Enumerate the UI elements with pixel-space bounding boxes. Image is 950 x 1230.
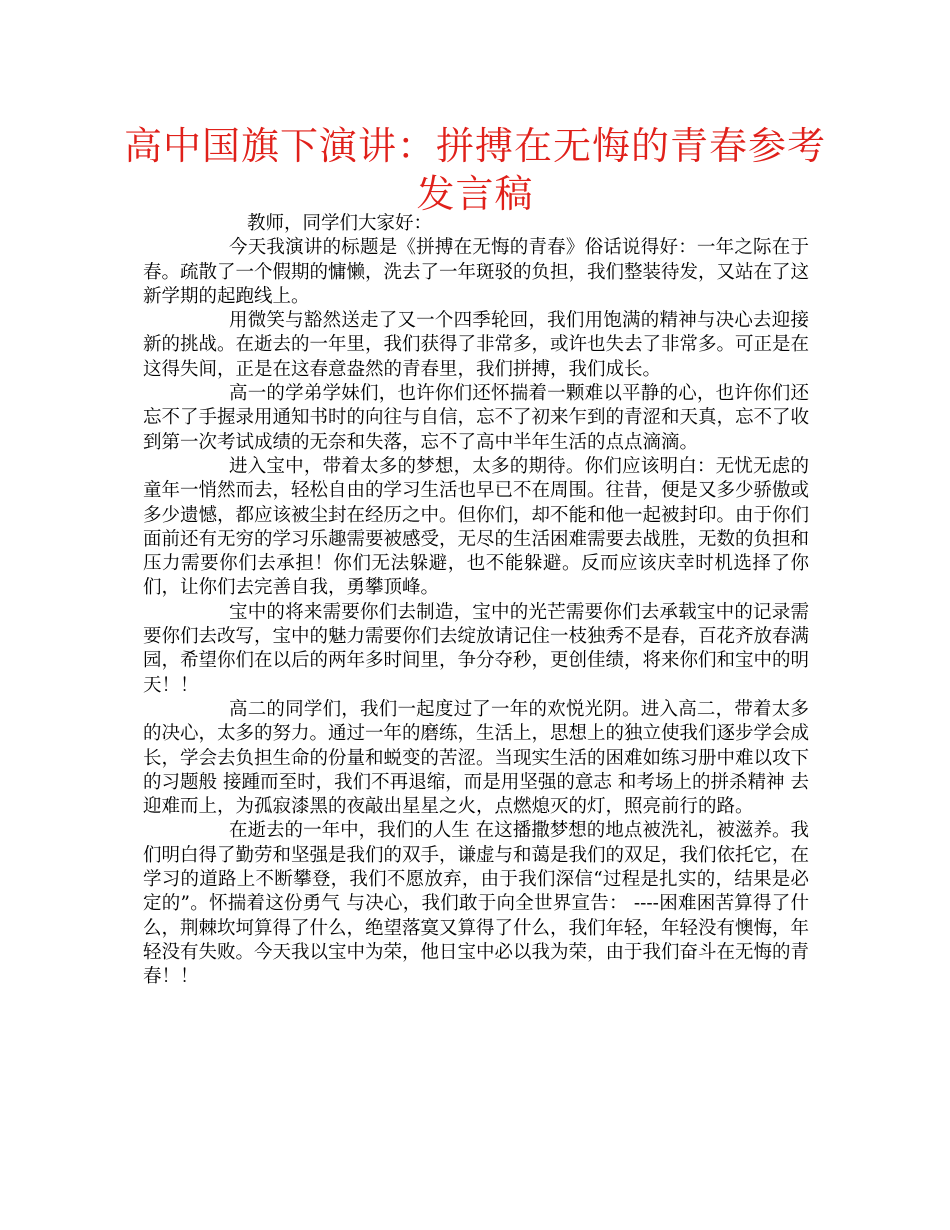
document-body: [143, 212, 809, 990]
paragraph-3: 高一的学弟学妹们，也许你们还怀揣着一颗难以平静的心，也许你们还忘不了手握录用通知书时的向往与自信，忘不了初来乍到的青涩和天真，忘不了收到第一次考试成绩的无奈和失落，忘不了高中半年生活的点点滴滴。: [143, 383, 810, 453]
document-title: 高中国旗下演讲：拼搏在无悔的青春参考发言稿: [123, 124, 826, 216]
paragraph-4: 进入宝中，带着太多的梦想，太多的期待。你们应该明白：无忧无虑的童年一悄然而去，轻松自由的学习生活也早已不在周围。往昔，便是又多少骄傲或多少遗憾，都应该被尘封在经历之中。但你们，却不能和他一起被封印。由于你们面前还有无穷的学习乐趣需要被感受，无尽的生活困难需要去战胜，无数的负担和压力需要你们去承担！你们无法躲避，也不能躲避。反而应该庆幸时机选择了你们，让你们去完善自我，勇攀顶峰。: [143, 455, 810, 599]
greeting: 教师，同学们大家好：: [247, 213, 433, 234]
paragraph-7: 在逝去的一年中，我们的人生 在这播撒梦想的地点被洗礼，被滋养。我们明白得了勤劳和坚强是我们的双手，谦虚与和蔼是我们的双足，我们依托它，在学习的道路上不断攀登，我们不愿放弃，由于我们深信“过程是扎实的，结果是必定的”。怀揣着这份勇气 与决心，我们敢于向全世界宣告： ----困难困苦算得了什么，荆棘坎坷算得了什么，绝望落寞又算得了什么，我们年轻，年轻没有懊悔，年轻没有失败。今天我以宝中为荣，他日宝中必以我为荣，由于我们奋斗在无悔的青春！！: [143, 820, 810, 988]
paragraph-5: 宝中的将来需要你们去制造，宝中的光芒需要你们去承载宝中的记录需要你们去改写，宝中的魅力需要你们去绽放请记住一枝独秀不是春，百花齐放春满园，希望你们在以后的两年多时间里，争分夺秒，更创佳绩，将来你们和宝中的明天！！: [143, 601, 810, 696]
paragraph-1: 今天我演讲的标题是《拼搏在无悔的青春》俗话说得好：一年之际在于春。疏散了一个假期的慵懒，洗去了一年斑驳的负担，我们整装待发，又站在了这新学期的起跑线上。: [143, 237, 810, 307]
paragraph-6: 高二的同学们，我们一起度过了一年的欢悦光阴。进入高二，带着太多的决心，太多的努力。通过一年的磨练，生活上，思想上的独立使我们逐步学会成长，学会去负担生命的份量和蜕变的苦涩。当现实生活的困难如练习册中难以攻下的习题般 接踵而至时，我们不再退缩，而是用坚强的意志 和考场上的拼杀精神 去迎难而上，为孤寂漆黑的夜敲出星星之火，点燃熄灭的灯，照亮前行的路。: [143, 698, 810, 818]
paragraph-2: 用微笑与豁然送走了又一个四季轮回，我们用饱满的精神与决心去迎接新的挑战。在逝去的一年里，我们获得了非常多，或许也失去了非常多。可正是在这得失间，正是在这春意盎然的青春里，我们拼搏，我们成长。: [143, 310, 810, 380]
